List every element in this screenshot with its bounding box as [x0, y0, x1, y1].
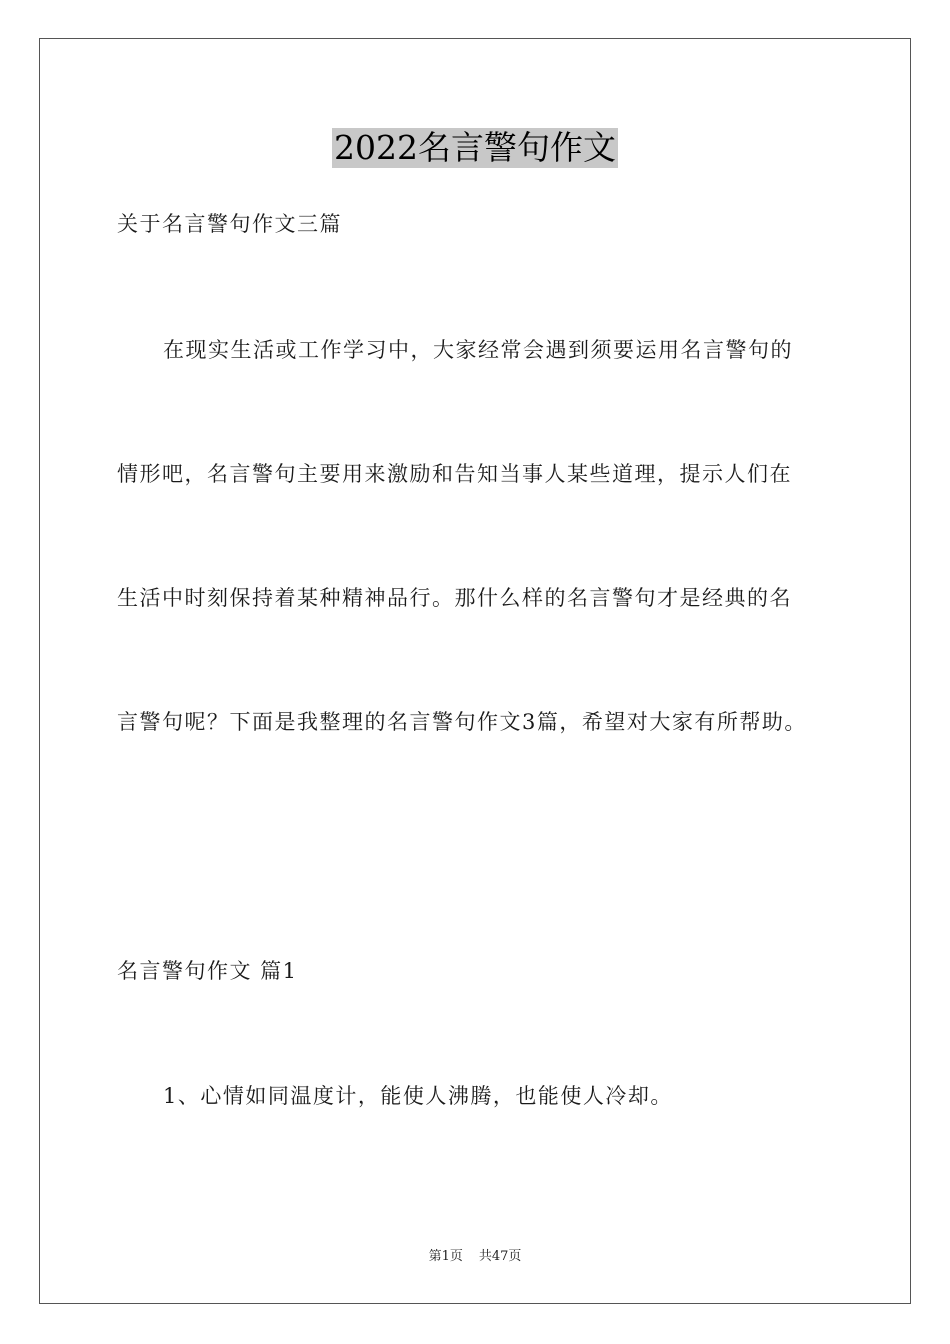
- document-subtitle: 关于名言警句作文三篇: [117, 212, 342, 236]
- intro-line-2: 情形吧，名言警句主要用来激励和告知当事人某些道理，提示人们在: [117, 462, 792, 486]
- document-title: 2022名言警句作文: [334, 128, 616, 167]
- page-footer: [0, 1248, 950, 1266]
- page-total: 共47页: [478, 1249, 522, 1264]
- page-number: 第1页: [428, 1249, 463, 1264]
- intro-line-3: 生活中时刻保持着某种精神品行。那什么样的名言警句才是经典的名: [117, 586, 792, 610]
- title-container: [0, 128, 950, 168]
- section-heading: 名言警句作文 篇1: [117, 959, 298, 983]
- quote-item: 1、心情如同温度计，能使人沸腾，也能使人冷却。: [163, 1084, 673, 1108]
- intro-line-4: 言警句呢？下面是我整理的名言警句作文3篇，希望对大家有所帮助。: [117, 710, 807, 734]
- intro-line-1: 在现实生活或工作学习中，大家经常会遇到须要运用名言警句的: [163, 338, 793, 362]
